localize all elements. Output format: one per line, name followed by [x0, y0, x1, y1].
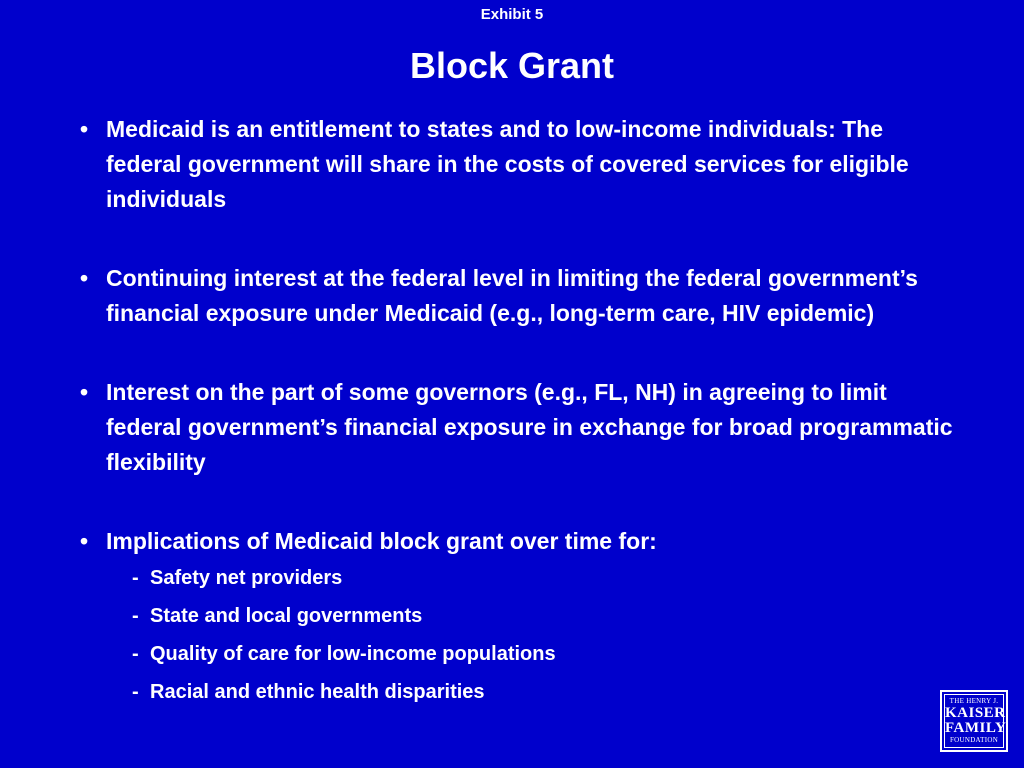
sub-bullet-marker: - — [132, 681, 139, 703]
bullet-item — [76, 524, 956, 711]
sub-bullet-list — [106, 559, 956, 711]
sub-bullet-text: Racial and ethnic health disparities — [150, 681, 485, 703]
sub-bullet-marker: - — [132, 643, 139, 665]
sub-bullet-item — [130, 559, 956, 597]
sub-bullet-item — [130, 597, 956, 635]
bullet-item — [76, 375, 956, 480]
bullet-text: Implications of Medicaid block grant over time for: — [106, 528, 657, 554]
bullet-marker: • — [80, 528, 89, 554]
bullet-item — [76, 112, 956, 217]
bullet-list — [76, 112, 956, 711]
sub-bullet-text: State and local governments — [150, 605, 423, 627]
sub-bullet-text: Safety net providers — [150, 567, 343, 589]
bullet-text: Medicaid is an entitlement to states and to low-income individuals: The federal government will share in the costs of covered services for eligible individuals — [106, 116, 909, 212]
bullet-text: Continuing interest at the federal level in limiting the federal government’s financial exposure under Medicaid (e.g., long-term care, HIV epidemic) — [106, 265, 918, 326]
sub-bullet-marker: - — [132, 605, 139, 627]
bullet-marker: • — [80, 116, 89, 142]
sub-bullet-marker: - — [132, 567, 139, 589]
sub-bullet-item — [130, 635, 956, 673]
bullet-item — [76, 261, 956, 331]
logo-line-family: FAMILY — [945, 720, 1007, 736]
logo-frame — [944, 694, 1007, 748]
kaiser-family-foundation-logo — [940, 690, 1008, 752]
bullet-marker: • — [80, 379, 89, 405]
slide-title: Block Grant — [409, 45, 615, 86]
logo-top-line: THE HENRY J. — [949, 697, 999, 705]
bullet-marker: • — [80, 265, 89, 291]
sub-bullet-text: Quality of care for low-income populations — [150, 643, 556, 665]
logo-bottom-line: FOUNDATION — [949, 736, 999, 744]
bullet-text: Interest on the part of some governors (e.g., FL, NH) in agreeing to limit federal government’s financial exposure in exchange for broad programmatic flexibility — [106, 379, 953, 475]
exhibit-label: Exhibit 5 — [480, 6, 544, 23]
logo-line-kaiser: KAISER — [945, 705, 1006, 721]
sub-bullet-item — [130, 673, 956, 711]
